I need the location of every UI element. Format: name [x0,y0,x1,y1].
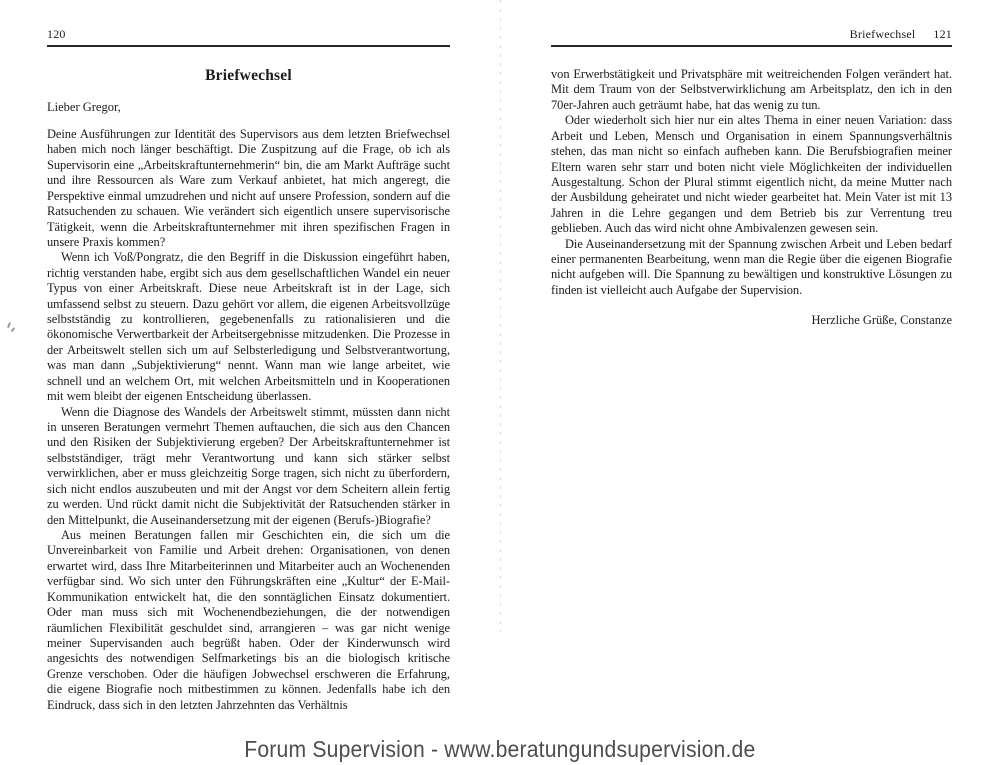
right-page-body [551,67,952,298]
right-page-number: 121 [933,27,952,41]
left-header-rule [47,45,450,47]
salutation: Lieber Gregor, [47,100,121,114]
letter-signature: Herzliche Grüße, Constanze [811,313,952,328]
letter-paragraph: Aus meinen Beratungen fallen mir Geschichten ein, die sich um die Unvereinbarkeit von Familie und Arbeit drehen: Organisationen, von denen erwartet wird, dass Ihre Mitarbeiterinnen und Mitarbeiter auch an Wochenenden verfügbar sind. Wo sich unter den Führungskräften eine „Kultur“ der E-Mail-Kommunikation entwickelt hat, die den sonntäglichen Einsatz dokumentiert. Oder man muss sich mit Wochenendbeziehungen, die der notwendigen räumlichen Flexibilität geschuldet sind, arrangieren – was gar nicht wenige meiner Supervisanden auch begrüßt haben. Oder der Kinderwunsch wird angesichts des notwendigen Selfmarketings bis an die biologisch kritische Grenze verschoben. Oder die häufigen Jobwechsel erschweren die Erfahrung, die eigene Biografie noch mitbestimmen zu können. Jedenfalls habe ich den Eindruck, dass sich in den letzten Jahrzehnten das Verhältnis [47,527,450,712]
right-header-rule [551,45,952,47]
letter-paragraph: Wenn die Diagnose des Wandels der Arbeitswelt stimmt, müssten dann nicht in unseren Beratungen vermehrt Themen auftauchen, die sich aus den Chancen und den Risiken der Subjektivierung ergeben? Der Arbeitskraftunternehmer ist selbstständiger, trägt mehr Verantwortung und kann sich stärker selbst verwirklichen, aber er muss gleichzeitig Sorge tragen, sich nicht zu überfordern, sich nicht endlos auszubeuten und mit der Angst vor dem Scheitern allein fertig zu werden. Und rückt damit nicht die Subjektivität der Ratsuchenden stärker in den Mittelpunkt, die Auseinandersetzung mit der eigenen (Berufs-)Biografie? [47,404,450,527]
letter-paragraph: Wenn ich Voß/Pongratz, die den Begriff in die Diskussion eingeführt haben, richtig verstanden habe, ergibt sich aus dem gesellschaftlichen Wandel ein neuer Typus von einer Arbeitskraft. Diese neue Arbeitskraft ist in der Lage, sich umfassend selbst zu steuern. Dazu gehört vor allem, die eigenen Arbeitsvollzüge selbstständig zu kontrollieren, gegebenenfalls zu rationalisieren und die ökonomische Verwertbarkeit der Arbeitsergebnisse mitzudenken. Die Prozesse in der Arbeitswelt stellen sich um auf Selbsterledigung und Selbstverantwortung, was man dann „Subjektivierung“ nennt. Wann man wie lange arbeitet, wie schnell und an welchem Ort, mit welchen Arbeitsmitteln und in Kooperationen mit wem bleibt der eigenen Entscheidung überlassen. [47,250,450,404]
left-page [47,26,450,713]
margin-pen-mark [8,322,18,336]
right-page [551,26,952,328]
letter-paragraph: Deine Ausführungen zur Identität des Supervisors aus dem letzten Briefwechsel haben mich noch länger beschäftigt. Die Zuspitzung auf die Frage, ob ich als Supervisorin eine „Arbeitskraftunternehmerin“ bin, die am Markt Aufträge sucht und ihre Ressourcen als Ware zum Verkauf anbietet, hat mich angeregt, die Perspektive einmal umzudrehen und nicht auf unsere Profession, sondern auf die Ratsuchenden zu schauen. Wie verändert sich eigentlich unsere supervisorische Tätigkeit, wenn die Arbeitskraftunternehmer mit ihren spezifischen Fragen in unsere Praxis kommen? [47,127,450,249]
left-page-body [47,127,450,713]
scan-gutter-line [500,0,501,632]
footer-banner [0,734,1000,765]
letter-paragraph: Oder wiederholt sich hier nur ein altes Thema in einer neuen Variation: dass Arbeit und Leben, Mensch und Organisation in einem Spannungsverhältnis stehen, das man nicht so einfach aufheben kann. Die Berufsbiografien meiner Eltern waren sehr starr und boten nicht viele Möglichkeiten der individuellen Ausgestaltung. Schon der Plural stimmt eigentlich nicht, da meine Mutter nach der Ausbildung geheiratet und nicht wieder gearbeitet hat. Mein Vater ist mit 13 Jahren in die Lehre gegangen und dem Betrieb bis zur Verrentung treu geblieben. Auch das wird nicht ohne Ambivalenzen gewesen sein. [551,113,952,236]
right-running-head [551,26,952,42]
left-running-head [47,26,450,42]
left-page-number: 120 [47,27,66,41]
right-running-title: Briefwechsel [849,27,916,41]
letter-paragraph: Die Auseinandersetzung mit der Spannung zwischen Arbeit und Leben bedarf einer permanenten Bearbeitung, wenn man die Regie über die eigenen Biografie nicht aufgeben will. Die Spannung zu bewältigen und konstruktive Lösungen zu finden ist vielleicht auch Aufgabe der Supervision. [551,236,952,297]
letter-paragraph: von Erwerbstätigkeit und Privatsphäre mit weitreichenden Folgen verändert hat. Mit dem Traum von der Selbstverwirklichung am Arbeitsplatz, den ich in den 70er-Jahren auch geträumt habe, hat das wenig zu tun. [551,67,952,112]
letter-title: Briefwechsel [205,67,292,84]
footer-banner-text: Forum Supervision - www.beratungundsupervision.de [244,736,756,762]
